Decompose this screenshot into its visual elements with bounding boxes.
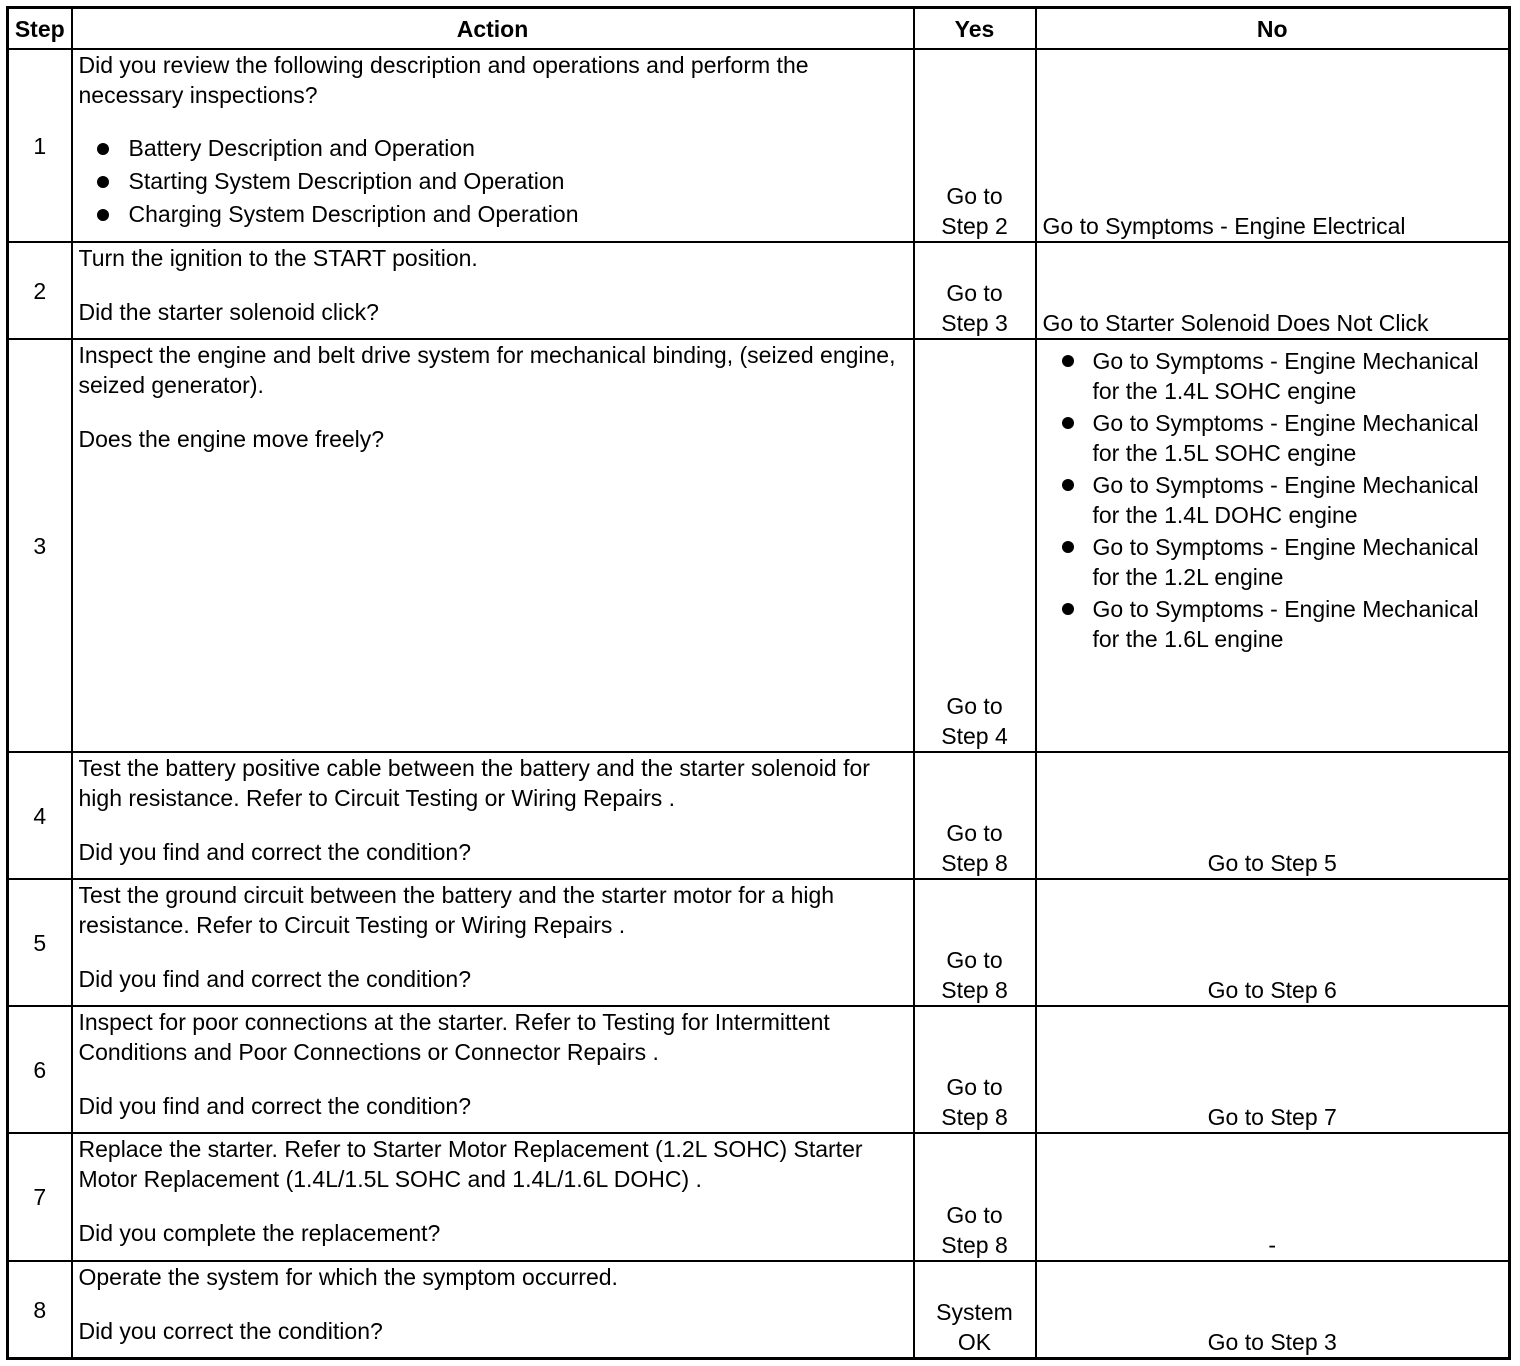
yes-line-1: Go to <box>946 183 1003 210</box>
yes-line-2: Step 8 <box>941 850 1008 877</box>
action-cell <box>72 879 914 1006</box>
list-item: Battery Description and Operation <box>79 132 907 165</box>
header-yes: Yes <box>914 8 1036 50</box>
action-text: Test the battery positive cable between the battery and the starter solenoid for high resistance. Refer to Circuit Testing or Wiring Repairs . <box>78 755 870 812</box>
action-cell <box>72 1261 914 1358</box>
no-cell: Go to Step 6 <box>1036 879 1510 1006</box>
no-cell: Go to Symptoms - Engine Electrical <box>1036 49 1510 242</box>
step-number: 7 <box>8 1133 72 1261</box>
list-item: Go to Symptoms - Engine Mechanical for the 1.5L SOHC engine <box>1043 408 1503 468</box>
step-number: 2 <box>8 242 72 339</box>
yes-line-1: Go to <box>946 1074 1003 1101</box>
action-text: Operate the system for which the symptom occurred. <box>78 1264 618 1291</box>
yes-line-2: Step 8 <box>941 1232 1008 1259</box>
yes-line-1: Go to <box>946 693 1003 720</box>
yes-line-1: Go to <box>946 1202 1003 1229</box>
table-row <box>8 242 1510 339</box>
step-number: 3 <box>8 339 72 752</box>
action-question: Did you find and correct the condition? <box>78 966 472 993</box>
step-number: 5 <box>8 879 72 1006</box>
symptoms-list <box>1043 346 1503 654</box>
header-no: No <box>1036 8 1510 50</box>
action-question: Does the engine move freely? <box>78 426 385 453</box>
header-step: Step <box>8 8 72 50</box>
table-row <box>8 1261 1510 1358</box>
yes-line-2: Step 3 <box>941 310 1008 337</box>
step-number: 1 <box>8 49 72 242</box>
action-cell <box>72 1133 914 1261</box>
action-text: Inspect for poor connections at the starter. Refer to Testing for Intermittent Conditions and Poor Connections or Connector Repairs . <box>78 1009 830 1066</box>
table-row <box>8 752 1510 879</box>
action-question: Did you find and correct the condition? <box>78 839 472 866</box>
list-item: Starting System Description and Operation <box>79 165 907 198</box>
action-text: Replace the starter. Refer to Starter Motor Replacement (1.2L SOHC) Starter Motor Replacement (1.4L/1.5L SOHC and 1.4L/1.6L DOHC) . <box>78 1136 863 1193</box>
list-item: Go to Symptoms - Engine Mechanical for the 1.4L DOHC engine <box>1043 470 1503 530</box>
list-item: Charging System Description and Operation <box>79 198 907 231</box>
header-action: Action <box>72 8 914 50</box>
action-cell <box>72 49 914 242</box>
yes-cell <box>914 242 1036 339</box>
action-cell <box>72 339 914 752</box>
action-question: Did the starter solenoid click? <box>78 299 379 326</box>
yes-line-1: System <box>936 1299 1013 1325</box>
list-item: Go to Symptoms - Engine Mechanical for the 1.2L engine <box>1043 532 1503 592</box>
yes-line-2: Step 2 <box>941 213 1008 240</box>
yes-line-2: Step 8 <box>941 977 1008 1004</box>
action-cell <box>72 752 914 879</box>
yes-cell <box>914 1006 1036 1133</box>
yes-line-1: Go to <box>946 280 1003 307</box>
yes-cell <box>914 49 1036 242</box>
table-row <box>8 1006 1510 1133</box>
action-text: Test the ground circuit between the battery and the starter motor for a high resistance. Refer to Circuit Testing or Wiring Repairs . <box>78 882 835 939</box>
yes-cell <box>914 339 1036 752</box>
yes-line-2: Step 8 <box>941 1104 1008 1131</box>
yes-line-2: OK <box>957 1329 992 1355</box>
list-item: Go to Symptoms - Engine Mechanical for the 1.4L SOHC engine <box>1043 346 1503 406</box>
action-text: Inspect the engine and belt drive system for mechanical binding, (seized engine, seized generator). <box>78 342 896 399</box>
no-cell: - <box>1036 1133 1510 1261</box>
no-cell: Go to Step 5 <box>1036 752 1510 879</box>
action-text: Did you review the following description and operations and perform the necessary inspections? <box>78 52 809 108</box>
no-cell: Go to Step 7 <box>1036 1006 1510 1133</box>
yes-cell <box>914 752 1036 879</box>
table-row <box>8 1133 1510 1261</box>
list-item: Go to Symptoms - Engine Mechanical for the 1.6L engine <box>1043 594 1503 654</box>
no-cell: Go to Starter Solenoid Does Not Click <box>1036 242 1510 339</box>
header-row <box>8 8 1510 50</box>
action-question: Did you correct the condition? <box>78 1318 383 1345</box>
yes-cell <box>914 879 1036 1006</box>
step-number: 8 <box>8 1261 72 1358</box>
table-row <box>8 879 1510 1006</box>
action-cell <box>72 242 914 339</box>
action-question: Did you complete the replacement? <box>78 1220 441 1247</box>
table-row <box>8 339 1510 752</box>
action-cell <box>72 1006 914 1133</box>
step-number: 6 <box>8 1006 72 1133</box>
yes-cell <box>914 1133 1036 1261</box>
bullet-list <box>79 132 907 231</box>
yes-cell <box>914 1261 1036 1358</box>
action-question: Did you find and correct the condition? <box>78 1093 472 1120</box>
step-number: 4 <box>8 752 72 879</box>
action-text: Turn the ignition to the START position. <box>78 245 478 272</box>
yes-line-2: Step 4 <box>941 723 1008 750</box>
no-cell <box>1036 339 1510 752</box>
yes-line-1: Go to <box>946 947 1003 974</box>
diagnostic-table <box>6 6 1511 1360</box>
no-cell: Go to Step 3 <box>1036 1261 1510 1358</box>
yes-line-1: Go to <box>946 820 1003 847</box>
table-row <box>8 49 1510 242</box>
